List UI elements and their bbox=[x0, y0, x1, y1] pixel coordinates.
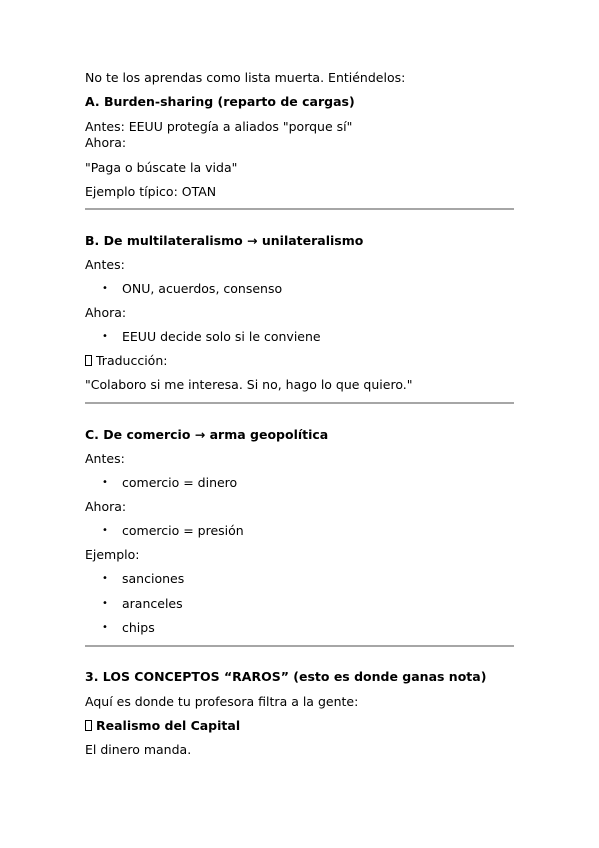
section-a-quote: "Paga o búscate la vida" bbox=[85, 160, 238, 175]
section-3-intro: Aquí es donde tu profesora filtra a la gente: bbox=[85, 694, 359, 709]
missing-glyph-icon bbox=[85, 355, 92, 366]
bullet-icon: • bbox=[102, 283, 108, 294]
bullet-icon: • bbox=[102, 331, 108, 342]
section-a-example: Ejemplo típico: OTAN bbox=[85, 184, 217, 199]
section-divider bbox=[85, 208, 514, 210]
list-item-text: ONU, acuerdos, consenso bbox=[122, 281, 283, 296]
bullet-icon: • bbox=[102, 622, 108, 633]
section-c-title: C. De comercio → arma geopolítica bbox=[85, 427, 329, 442]
list-item-text: EEUU decide solo si le conviene bbox=[122, 329, 321, 344]
list-item-text: comercio = presión bbox=[122, 523, 244, 538]
translation-label: Traducción: bbox=[96, 353, 168, 368]
section-b-before-label: Antes: bbox=[85, 257, 125, 272]
section-b-translation bbox=[85, 353, 167, 369]
list-item-text: sanciones bbox=[122, 571, 185, 586]
bullet-icon: • bbox=[102, 598, 108, 609]
list-item-text: aranceles bbox=[122, 596, 183, 611]
bullet-icon: • bbox=[102, 525, 108, 536]
missing-glyph-icon bbox=[85, 720, 92, 731]
section-b-title: B. De multilateralismo → unilateralismo bbox=[85, 233, 364, 248]
section-divider bbox=[85, 402, 514, 404]
section-a-title: A. Burden-sharing (reparto de cargas) bbox=[85, 94, 355, 109]
bullet-icon: • bbox=[102, 573, 108, 584]
section-a-now: Ahora: bbox=[85, 135, 127, 150]
section-b-now-label: Ahora: bbox=[85, 305, 127, 320]
list-item-text: chips bbox=[122, 620, 155, 635]
section-divider bbox=[85, 645, 514, 647]
bullet-icon: • bbox=[102, 477, 108, 488]
section-a-before: Antes: EEUU protegía a aliados "porque sí" bbox=[85, 119, 353, 134]
section-c-example-label: Ejemplo: bbox=[85, 547, 140, 562]
subtitle-label: Realismo del Capital bbox=[96, 718, 241, 733]
section-3-text: El dinero manda. bbox=[85, 742, 192, 757]
list-item-text: comercio = dinero bbox=[122, 475, 238, 490]
section-c-now-label: Ahora: bbox=[85, 499, 127, 514]
section-b-quote: "Colaboro si me interesa. Si no, hago lo que quiero." bbox=[85, 377, 413, 392]
section-3-title: 3. LOS CONCEPTOS “RAROS” (esto es donde ganas nota) bbox=[85, 669, 487, 684]
section-3-subtitle bbox=[85, 718, 240, 734]
intro-text: No te los aprendas como lista muerta. Entiéndelos: bbox=[85, 70, 406, 85]
section-c-before-label: Antes: bbox=[85, 451, 125, 466]
